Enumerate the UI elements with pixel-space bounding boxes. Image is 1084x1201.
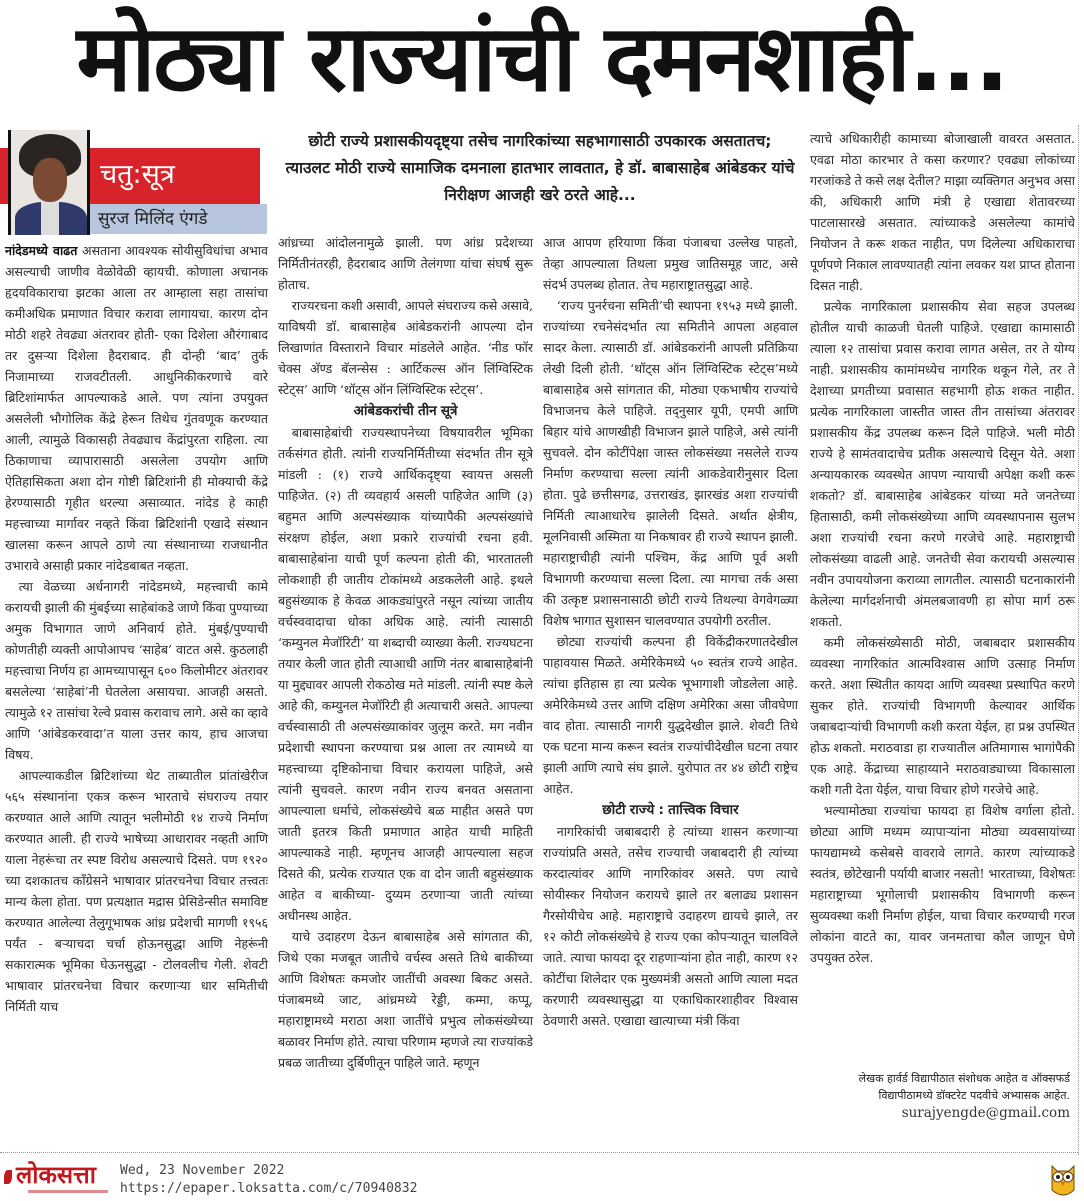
- author-name: सुरज मिलिंद एंगडे: [98, 209, 208, 229]
- paragraph-text: आज आपण हरियाणा किंवा पंजाबचा उल्लेख पाहतो, तेव्हा आपल्याला तिथला प्रमुख जातिसमूह जाट, असे संदर्भ उपलब्ध होतात. तेच महाराष्ट्रातसुद्धा आहे.: [543, 235, 798, 292]
- article-column-1: [5, 240, 268, 1017]
- column-title: चतु:सूत्र: [100, 159, 175, 190]
- paragraph-text: ‘राज्य पुनर्रचना समिती’ची स्थापना १९५३ मध्ये झाली. राज्यांच्या रचनेसंदर्भात त्या समितीने आपला अहवाल सादर केला. त्यासाठी डॉ. आंबेडकरांनी आपली प्रतिक्रिया लेखी दिली होती. ‘थॉट्स ऑन लिंग्विस्टिक स्टेट्स’मध्ये बाबासाहेब असे सांगतात की, मोठ्या एकभाषीय राज्यांचे विभाजनच केले पाहिजे. तद्नुसार यूपी, एमपी आणि बिहार यांचे आणखीही विभाजन झाले पाहिजे, असे त्यांनी सुचवले. दोन कोटींपेक्षा जास्त लोकसंख्या नसलेले राज्य निर्माण करण्याचा सल्ला त्यांनी आकडेवारीनुसार दिला होता. पुढे छत्तीसगढ, उत्तराखंड, झारखंड अशा राज्यांची निर्मिती त्याआधारेच झालेली दिसते. अर्थात क्षेत्रीय, मूलनिवासी अस्मिता या निकषावर ही राज्ये स्थापन झाली. महाराष्ट्राचीही त्यांनी पश्चिम, केंद्र आणि पूर्व अशी विभागणी करण्याचा सल्ला दिला. त्या मागचा तर्क असा की उत्कृष्ट प्रशासनासाठी छोटी राज्ये तिथल्या वेगवेगळ्या विशेष भागात सुशासन चालवण्यात उपयोगी ठरतील.: [543, 298, 798, 628]
- footer-date: Wed, 23 November 2022: [120, 1163, 285, 1178]
- paragraph-text: आपल्याकडील ब्रिटिशांच्या थेट ताब्यातील प्रांतांखेरीज ५६५ संस्थानांना एकत्र करून भारताचे संघराज्य तयार करण्यात आले आणि त्यातून भलीमोठी १४ राज्ये निर्माण करण्यात आली. ही राज्ये भाषेच्या आधारावर नव्हती आणि याला नेहरूंचा तर स्पष्ट विरोध असल्याचे दिसते. पण १९२० च्या दशकातच काँग्रेसने भाषावार प्रांतरचनेचा विचार तत्त्वतः मान्य केला होता. पण प्रत्यक्षात मद्रास प्रेसिडेन्सीत समाविष्ट करण्यात आलेल्या तेलुगूभाषक आंध्र प्रदेशची मागणी १९५६ पर्यंत - बऱ्याचदा चर्चा होऊनसुद्धा आणि नेहरूंनी सकारात्मक भूमिका घेऊनसुद्धा - टोलवलीच गेली. शेवटी भाषावार प्रांतरचनेचा विचार करणाऱ्या धार समितीची निर्मिती याच: [5, 768, 268, 1014]
- article-column-3: [543, 232, 798, 1031]
- headline: मोठ्या राज्यांची दमनशाही...: [76, 5, 1008, 112]
- article-paragraph: [543, 631, 798, 799]
- paragraph-text: असताना आवश्यक सोयीसुविधांचा अभाव असल्याची जाणीव वेळोवेळी व्हायची. कोणाला अचानक हृदयविकाराचा झटका आला तर आम्हाला सहा तासांचा कमीअधिक प्रमाणात विचार करावा लागायचा. कारण दोन मोठी शहरे तेवढ्या अंतरावर होती- एका दिशेला औरंगाबाद तर दुसऱ्या दिशेला हैदराबाद. ही दोन्ही ‘बाद’ तुर्क निजामाच्या राजवटीतली. आधुनिकीकरणाचे वारे ब्रिटिशांमार्फत आपल्याकडे आले. पण त्यांना उपयुक्त असलेली भौगोलिक केंद्रे हेरून तिथेच गुंतवणूक करण्यात आली, त्यामुळे विकासही तेवढ्याच केंद्रांपुरता राहिला. त्या ठिकाणाचा व्यापारासाठी असलेला उपयोग आणि ऐतिहासिकता अशा दोन गोष्टी ब्रिटिशांनी ही मोक्याची केंद्रे हेरण्यासाठी गृहीत धरल्या असाव्यात. नांदेड हे काही महत्त्वाच्या मार्गावर नव्हते किंवा ब्रिटिशांनी एखादे संस्थान खालसा करून आपले ठाणे त्या संस्थानाच्या राजधानीत उभारावे असाही प्रकार नांदेडबाबत नव्हता.: [5, 243, 268, 573]
- article-paragraph: [810, 632, 1075, 800]
- article-paragraph: [810, 128, 1075, 296]
- footer-divider: [0, 1152, 1078, 1153]
- paragraph-text: नागरिकांची जबाबदारी हे त्यांच्या शासन करणाऱ्या राज्यांप्रति असते, तसेच राज्याची जबाबदारी ही त्यांच्या करदात्यांवर आणि नागरिकांवर असते. पण त्याचे सोयीस्कर नियोजन करायचे झाले तर बलाढ्य प्रशासन गैरसोयीचेच आहे. महाराष्ट्राचे उदाहरण द्यायचे झाले, तर १२ कोटी लोकसंख्येचे हे राज्य एका कोपऱ्यातून चालविले जाते. त्याचा फायदा दूर राहणाऱ्यांना होत नाही, कारण १२ कोटींचा शिलेदार एक मुख्यमंत्री असतो आणि त्याला मदत करणारी व्यवस्थासुद्धा या एकाधिकारशाहीवर विश्वास ठेवणारी असते. एखाद्या खात्याच्या मंत्री किंवा: [543, 824, 798, 1028]
- article-paragraph: [810, 296, 1075, 632]
- article-column-4: [810, 128, 1075, 968]
- section-heading: आंबेडकरांची तीन सूत्रे: [353, 403, 458, 419]
- article-paragraph: [543, 232, 798, 295]
- paragraph-text: भल्यामोठ्या राज्यांचा फायदा हा विशेष वर्गाला होतो. छोट्या आणि मध्यम व्यापाऱ्यांना मोठ्या व्यवसायांच्या फायद्यामध्ये कसेबसे वावरावे लागते. कारण त्यांच्याकडे स्वतंत्र, छोटेखानी पर्यायी बाजार नसतो! भारताच्या, विशेषतः महाराष्ट्राच्या भूगोलाची प्रशासकीय विभागणी करून सुव्यवस्था कशी निर्माण होईल, याचा विचार करण्याची गरज लोकांना वाटते का, यावर जनमताचा कौल जाणून घेणे उपयुक्त ठरेल.: [810, 803, 1075, 965]
- logo-tagline: [28, 1190, 108, 1193]
- paragraph-text: याचे उदाहरण देऊन बाबासाहेब असे सांगतात की, जिथे एका मजबूत जातीचे वर्चस्व असते तिथे बाकीच्या आणि विशेषतः कमजोर जातींची अवस्था बिकट असते. पंजाबमध्ये जाट, आंध्रमध्ये रेड्डी, कम्मा, कप्पू, महाराष्ट्रामध्ये मराठा अशा जातींचे प्रभुत्व लोकसंख्येच्या बळावर निर्माण होते. त्याचा परिणाम म्हणजे त्या राज्यांकडे प्रबळ जातीच्या दुर्बिणीतून पाहिले जाते. म्हणून: [278, 929, 533, 1070]
- column-divider: [1078, 125, 1079, 1155]
- paragraph-text: आंध्रच्या आंदोलनामुळे झाली. पण आंध्र प्रदेशच्या निर्मितीनंतरही, हैदराबाद आणि तेलंगणा यांचा संघर्ष सुरू होताच.: [278, 235, 533, 292]
- author-email[interactable]: surajyengde@gmail.com: [901, 1105, 1070, 1121]
- article-deck: छोटी राज्ये प्रशासकीयदृष्ट्या तसेच नागरिकांच्या सहभागासाठी उपकारक असतातच; त्याउलट मोठी राज्ये सामाजिक दमनाला हातभार लावतात, हे डॉ. बाबासाहेब आंबेडकर यांचे निरीक्षण आजही खरे ठरते आहे...: [285, 132, 795, 204]
- author-photo: [8, 130, 90, 235]
- article-paragraph: [810, 800, 1075, 968]
- article-paragraph: [278, 232, 533, 295]
- logo-text: लोकसत्ता: [16, 1161, 96, 1189]
- author-note: लेखक हार्वर्ड विद्यापीठात संशोधक आहेत व ऑक्सफर्ड विद्यापीठामध्ये डॉक्टरेट पदवीचे अभ्यासक आहेत.: [858, 1072, 1070, 1102]
- red-band-left: [0, 148, 8, 204]
- article-paragraph: [278, 926, 533, 1073]
- article-paragraph: [5, 765, 268, 1017]
- loksatta-logo[interactable]: [4, 1162, 114, 1198]
- lead-words: नांदेडमध्ये वाढत: [5, 243, 78, 258]
- paragraph-text: बाबासाहेबांची राज्यस्थापनेच्या विषयावरील भूमिका तर्कसंगत होती. त्यांनी राज्यनिर्मितीच्या संदर्भात तीन सूत्रे मांडली : (१) राज्ये आर्थिकदृष्ट्या स्वायत्त असली पाहिजेत. (२) ती व्यवहार्य असली पाहिजेत आणि (३) बहुमत आणि अल्पसंख्याक यांच्यापैकी अल्पसंख्यांचे संरक्षण होईल, अशा प्रकारे राज्यांची रचना हवी. बाबासाहेबांना याची पूर्ण कल्पना होती की, भारतातली लोकशाही ही जातीय टोकांमध्ये अडकलेली आहे. इथले बहुसंख्याक हे केवळ आकड्यांपुरते नसून त्यांच्या जातीय वर्चस्ववादाचा धोका अधिक आहे. त्यांनी त्यासाठी ‘कम्युनल मेजॉरिटी’ या शब्दाची व्याख्या केली. राज्यघटना तयार केली जात होती त्याआधी आणि नंतर बाबासाहेबांनी या मुद्द्यावर आपली रोकठोख मते मांडली. त्यांनी स्पष्ट केले आहे की, कम्युनल मेजॉरिटी ही अत्याचारी असते. आपल्या वर्चस्वासाठी ती अल्पसंख्याकांवर जुलूम करते. मग नवीन प्रदेशाची स्थापना करण्याचा प्रश्न आला तर त्यामध्ये या महत्त्वाच्या दृष्टिकोनाचा विचार करायला पाहिजे, असे त्यांनी सुचवले. कारण नवीन राज्य बनवत असताना आपल्याला धर्माचे, लोकसंख्येचे बळ माहीत असते पण जाती इतरत्र किती प्रमाणात आहेत याची माहिती आपल्याकडे नाही. म्हणूनच आजही आपल्याला सहज दिसते की, प्रत्येक राज्यात एक वा दोन जाती बहुसंख्याक आहेत व बाकीच्या- दुय्यम ठरणाऱ्या जाती त्यांच्या अधीनस्थ आहेत.: [278, 425, 533, 923]
- footer-url[interactable]: https://epaper.loksatta.com/c/70940832: [120, 1181, 418, 1196]
- paragraph-text: त्या वेळच्या अर्धनागरी नांदेडमध्ये, महत्त्वाची कामे करायची झाली की मुंबईच्या साहेबांकडे जाणे किंवा पुण्याच्या अमुक विभागात जाणे अनिवार्य होते. मुंबई/पुण्याची कोणतीही व्यक्ती आपोआपच ‘साहेब’ वाटत असे. कुठलाही महत्त्वाचा निर्णय हा आमच्यापासून ६०० किलोमीटर अंतरावर बसलेल्या ‘साहेबां’नी घेतलेला असायचा. आजही असतो. त्यामुळे १२ तासांचा रेल्वे प्रवास करावाच लागे. असे का व्हावे आणि ‘आंबेडकरवादा’त याला उत्तर काय, हाच आजचा विषय.: [5, 579, 268, 762]
- article-paragraph: [278, 422, 533, 926]
- logo-flame-icon: [4, 1170, 12, 1184]
- article-paragraph: [5, 240, 268, 576]
- article-paragraph: [278, 295, 533, 400]
- owl-icon[interactable]: [1048, 1160, 1078, 1198]
- paragraph-text: कमी लोकसंख्येसाठी मोठी, जबाबदार प्रशासकीय व्यवस्था नागरिकांत आत्मविश्वास आणि उत्साह निर्माण करते. अशा स्थितीत कायदा आणि व्यवस्था प्रस्थापित करणे सुकर होते. राज्यांची विभागणी केल्यावर आर्थिक जबाबदाऱ्यांची विभागणी कशी करता येईल, हा प्रश्न उपस्थित होऊ शकतो. मराठवाडा हा राज्यातील अतिमागास भागांपैकी एक आहे. केंद्राच्या साहाय्याने मराठवाड्याच्या विकासाला कशी गती देता येईल, याचा विचार होणे गरजेचे आहे.: [810, 635, 1075, 797]
- article-paragraph: [5, 576, 268, 765]
- paragraph-text: प्रत्येक नागरिकाला प्रशासकीय सेवा सहज उपलब्ध होतील याची काळजी घेतली पाहिजे. एखाद्या कामासाठी त्याला १२ तासांचा प्रवास करावा लागत असेल, तर ते योग्य नाही. प्रशासकीय कामांमध्येच नागरिक थकून गेले, तर ते देशाच्या प्रगतीच्या प्रवासात सहभागी होऊ शकत नाहीत. प्रत्येक नागरिकाला जास्तीत जास्त तीन तासांच्या अंतरावर प्रशासकीय केंद्र उपलब्ध करून दिले पाहिजे. भली मोठी राज्ये हे सामंतवादाचेच प्रतीक असल्याचे दिसून येते. अशा अन्यायकारक व्यवस्थेत आपण न्यायाची अपेक्षा कशी करू शकतो? डॉ. बाबासाहेब आंबेडकर यांच्या मते जनतेच्या हितासाठी, कमी लोकसंख्येच्या आणि व्यवस्थापनास सुलभ अशा राज्यांची रचना करणे गरजेचे आहे. महाराष्ट्राची लोकसंख्या वाढली आहे. जनतेची सेवा करायची असल्यास नवीन उपाययोजना कराव्या लागतील. त्यासाठी घटनाकारांनी केलेल्या मार्गदर्शनाची अंमलबजावणी हा सोपा मार्ग ठरू शकतो.: [810, 299, 1075, 629]
- paragraph-text: त्याचे अधिकारीही कामाच्या बोजाखाली वावरत असतात. एवढा मोठा कारभार ते कसा करणार? एवढ्या लोकांच्या गरजांकडे ते कसे लक्ष देतील? माझा व्यक्तिगत अनुभव असा की, अधिकारी आणि मंत्री हे एखाद्या शेतावरच्या पाटलासारखे असतात. त्यांच्याकडे असलेल्या कामांचे नियोजन ते करू शकत नाहीत, पण दिलेल्या अधिकाराचा पूर्णपणे निकाल लावण्यातही त्यांना लवकर यश प्राप्त होताना दिसत नाही.: [810, 131, 1075, 293]
- paragraph-text: छोट्या राज्यांची कल्पना ही विकेंद्रीकरणातदेखील पाहावयास मिळते. अमेरिकेमध्ये ५० स्वतंत्र राज्ये आहेत. त्यांचा इतिहास हा त्या प्रत्येक भूभागाशी जोडलेला आहे. अमेरिकेमध्ये उत्तर आणि दक्षिण अमेरिका असा जीवघेणा वाद होता. त्यासाठी नागरी युद्धदेखील झाले. शेवटी तिथे एक घटना मान्य करून स्वतंत्र राज्यांचीदेखील घटना तयार झाली आणि त्याचे संघ झाले. युरोपात तर ४४ छोटी राष्ट्रेच आहेत.: [543, 634, 798, 796]
- article-paragraph: [543, 821, 798, 1031]
- paragraph-text: राज्यरचना कशी असावी, आपले संघराज्य कसे असावे, याविषयी डॉ. बाबासाहेब आंबेडकरांनी आपल्या दोन लिखाणांत विस्ताराने विचार मांडलेले आहेत. ‘नीड फॉर चेक्स अ‍ॅण्ड बॅलन्सेस : आर्टिकल्स ऑन लिंग्विस्टिक स्टेट्स’ आणि ‘थॉट्स ऑन लिंग्विस्टिक स्टेट्स’.: [278, 298, 533, 397]
- section-heading: छोटी राज्ये : तात्त्विक विचार: [602, 802, 739, 818]
- article-paragraph: [543, 295, 798, 631]
- article-column-2: [278, 232, 533, 1073]
